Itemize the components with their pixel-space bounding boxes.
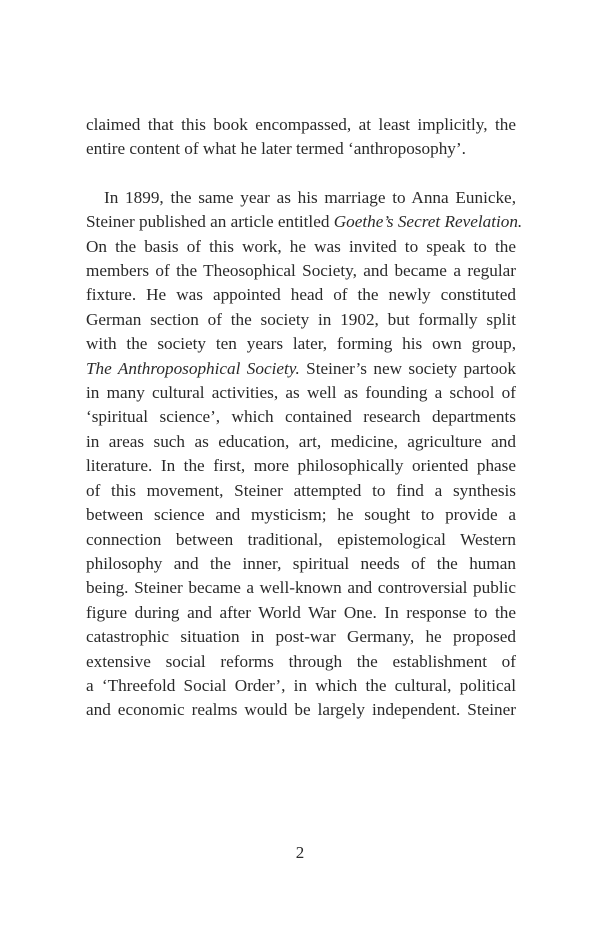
text-line: claimed that this book encompassed, at least implicitly, the bbox=[86, 115, 516, 134]
text-line bbox=[86, 186, 516, 210]
text-span: Steiner published an article entitled bbox=[86, 212, 334, 232]
text-line: philosophy and the inner, spiritual needs of the human bbox=[86, 553, 516, 573]
text-line: figure during and after World War One. In response to the bbox=[86, 602, 516, 622]
text-line: literature. In the first, more philosophically oriented phase bbox=[86, 456, 516, 476]
paragraph-1 bbox=[86, 113, 516, 162]
text-line: with the society ten years later, forming his own group, bbox=[86, 334, 516, 354]
paragraph-2 bbox=[86, 186, 523, 723]
text-span: Steiner’s new society partook bbox=[299, 358, 516, 378]
text-line: between science and mysticism; he sought to provide a bbox=[86, 505, 516, 525]
text-line: On the basis of this work, he was invited to speak to the bbox=[86, 236, 516, 256]
text-line: members of the Theosophical Society, and became a regular bbox=[86, 261, 516, 281]
text-span: In 1899, the same year as his marriage to Anna Eunicke, bbox=[104, 187, 516, 207]
article-title: Goethe’s Secret Revelation. bbox=[333, 212, 523, 232]
text-line: of this movement, Steiner attempted to find a synthesis bbox=[86, 480, 516, 500]
text-line: being. Steiner became a well-known and controversial public bbox=[86, 578, 516, 598]
text-line: connection between traditional, epistemological Western bbox=[86, 529, 516, 549]
text-line: catastrophic situation in post-war Germany, he proposed bbox=[86, 627, 516, 647]
text-line: in many cultural activities, as well as founding a school of bbox=[86, 383, 516, 403]
text-line: fixture. He was appointed head of the newly constituted bbox=[86, 285, 516, 305]
society-title: The Anthroposophical Society. bbox=[86, 358, 300, 378]
text-line: entire content of what he later termed ‘anthroposophy’. bbox=[86, 139, 466, 159]
text-line bbox=[86, 210, 523, 234]
text-line: and economic realms would be largely independent. Steiner bbox=[86, 700, 516, 720]
text-line: in areas such as education, art, medicine, agriculture and bbox=[86, 431, 516, 451]
text-line: German section of the society in 1902, but formally split bbox=[86, 309, 516, 329]
text-line: ‘spiritual science’, which contained research departments bbox=[86, 407, 516, 427]
text-line: a ‘Threefold Social Order’, in which the cultural, political bbox=[86, 675, 516, 695]
text-line bbox=[86, 357, 516, 381]
text-line: extensive social reforms through the establishment of bbox=[86, 651, 516, 671]
page-number: 2 bbox=[295, 843, 305, 862]
page-body bbox=[86, 113, 523, 723]
